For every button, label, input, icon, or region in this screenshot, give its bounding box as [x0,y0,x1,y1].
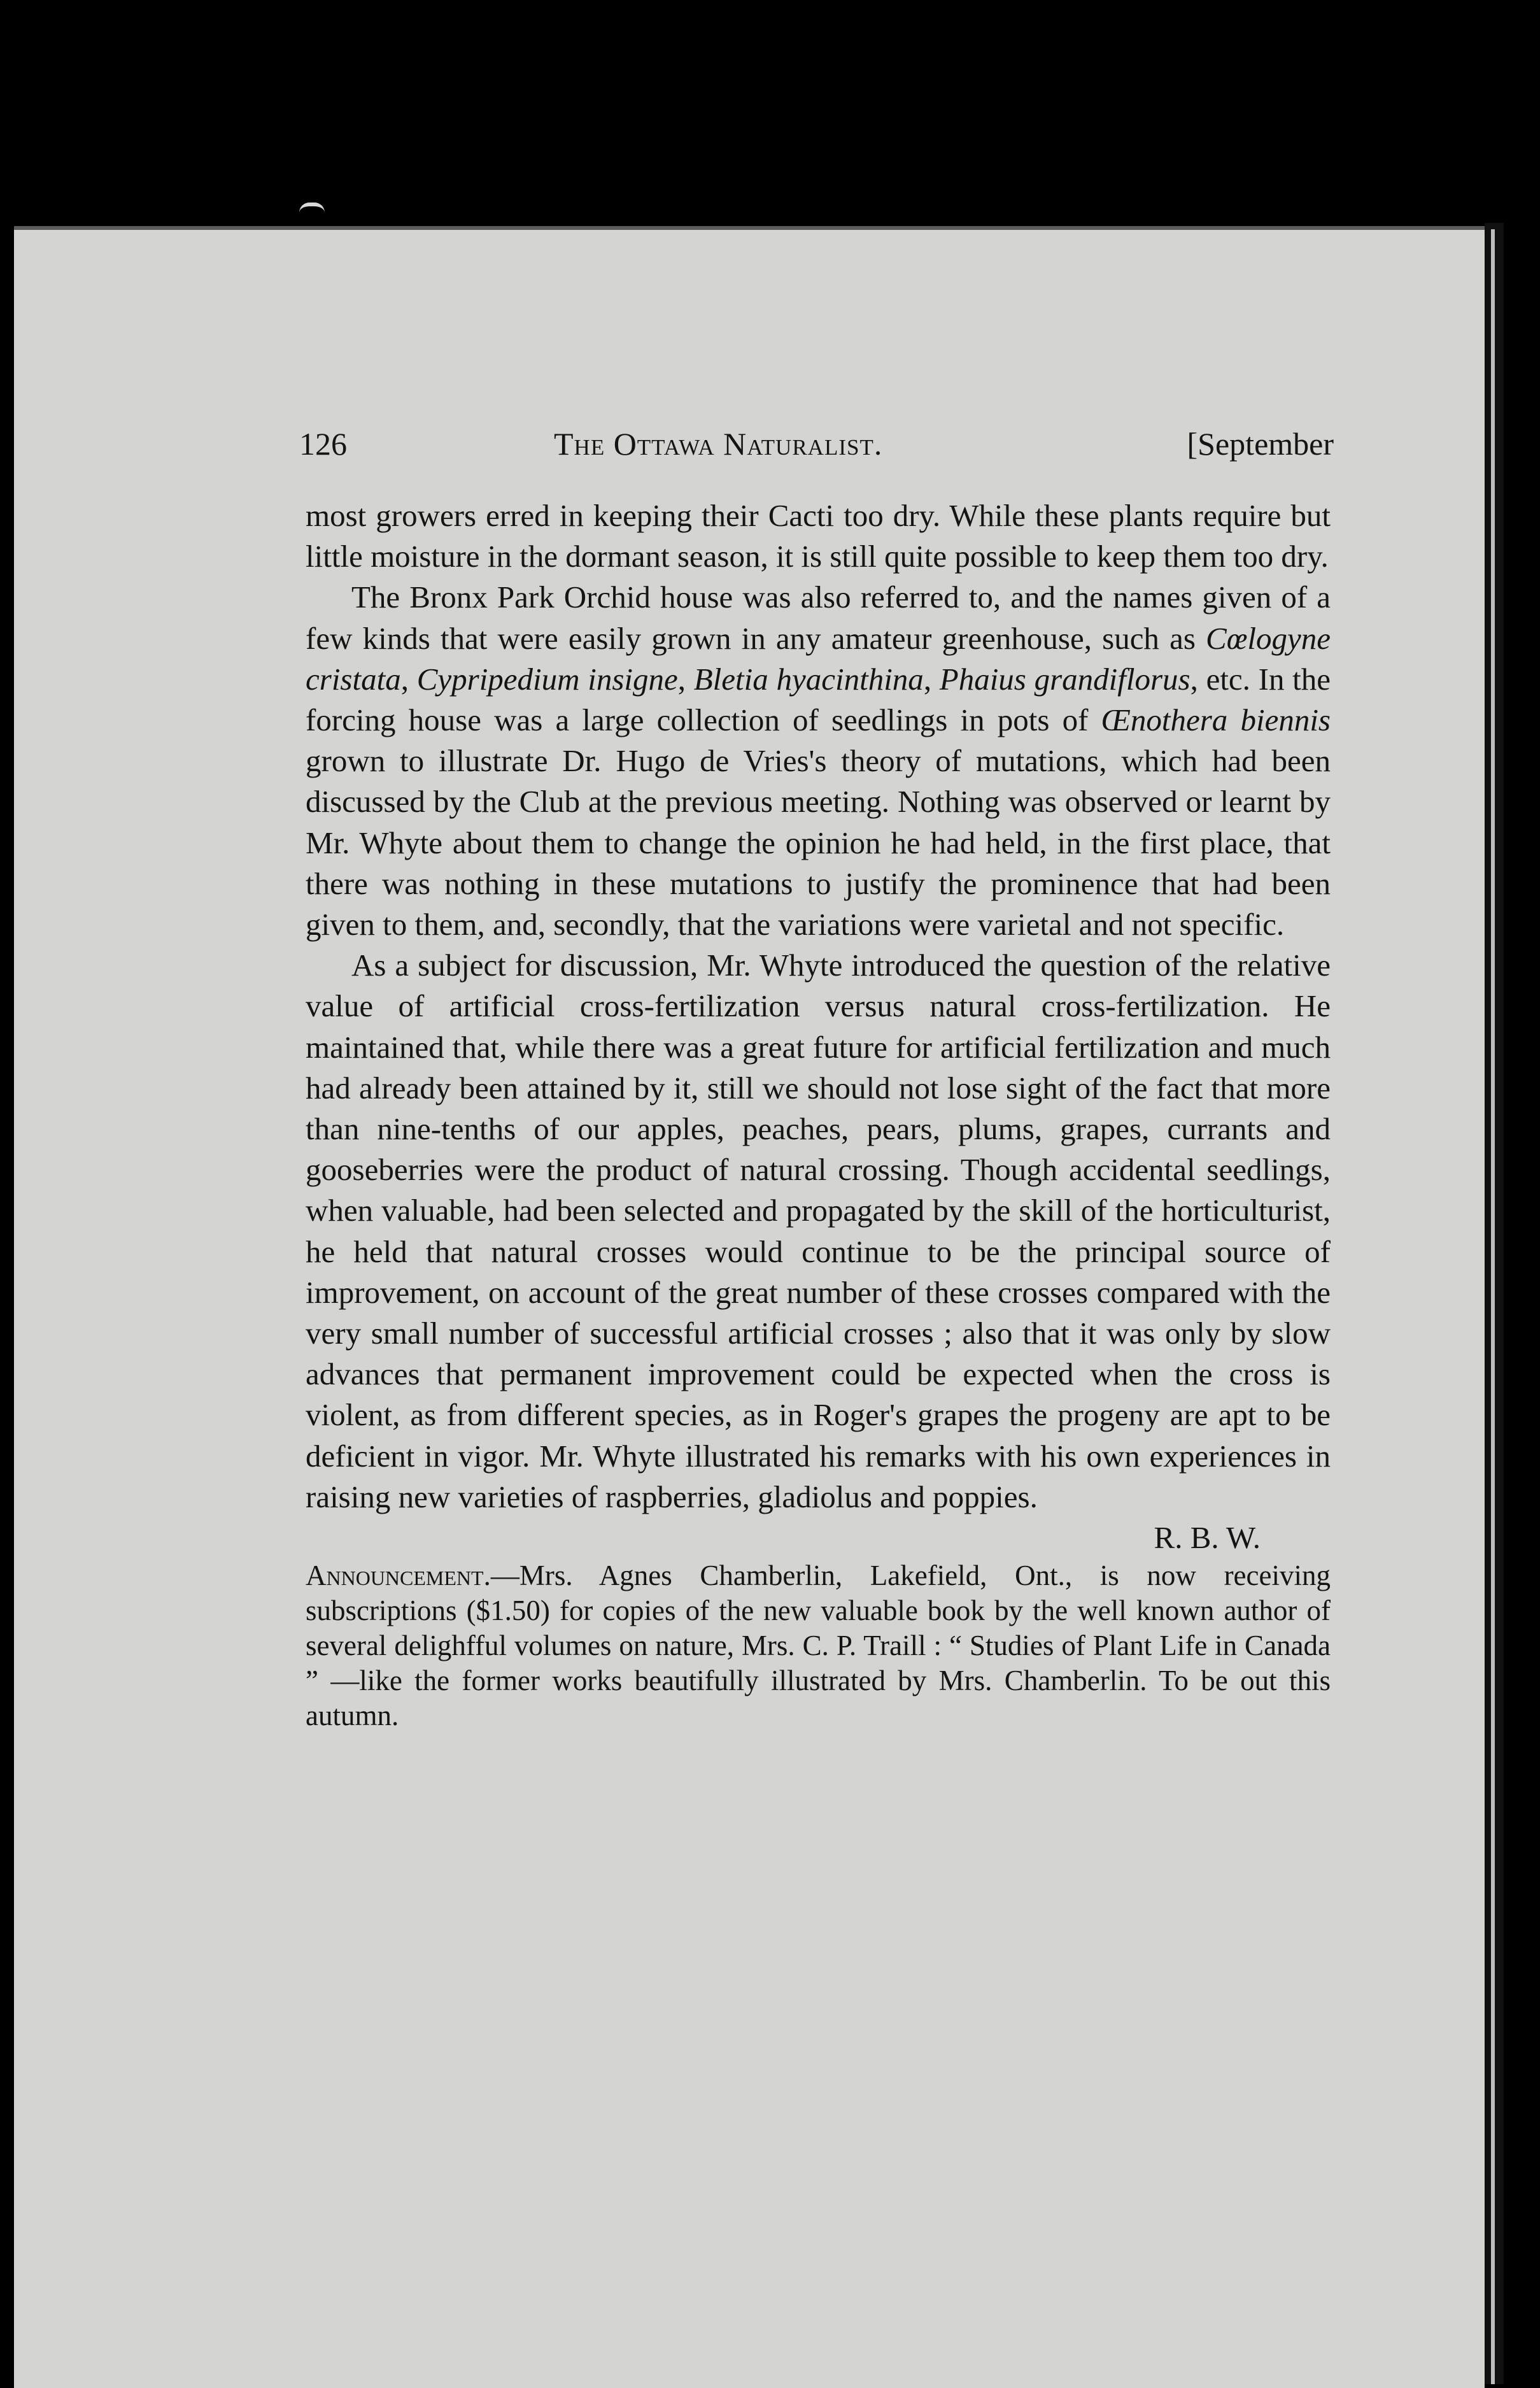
running-header [299,425,1334,470]
announcement-label: Announcement. [306,1560,491,1592]
text-segment: , [677,661,694,697]
text-segment: The Bronx Park Orchid house was also referred to, and the names given of a few kinds that were easily grown in any amateur greenhouse, such as [306,579,1331,656]
species-name: Phaius grandiflorus [939,661,1190,697]
scan-background [1504,217,1540,2384]
page-number: 126 [299,426,347,462]
text-segment: grown to illustrate Dr. Hugo de Vries's theory of mutations, which had been discussed by the Club at the previous meeting. Nothing was observed or learnt by Mr. Whyte about them to change the opinion he had held, in the first place, that there was nothing in these mutations to justify the prominence that had been given to them, and, secondly, that the variations were varietal and not specific. [306,743,1331,942]
adjacent-page-edge [1491,229,1495,2384]
species-name: Cœlogyne cristata [306,620,1331,697]
scan-artifact-mark [299,203,325,213]
text-segment: , [400,661,417,697]
journal-title: The Ottawa Naturalist. [554,426,883,462]
species-name: Œnothera biennis [1101,702,1331,738]
species-name: Bletia hyacinthina [693,661,924,697]
announcement-note [306,1558,1331,1733]
body-paragraph [306,945,1331,1517]
body-paragraph [306,495,1331,577]
body-paragraph [306,577,1331,945]
text-segment: , [923,661,940,697]
article-body [306,495,1331,1733]
author-signature: R. B. W. [1154,1520,1261,1556]
text-segment: , etc. In the forcing house was a large collection of seedlings in pots of [306,661,1331,738]
text-segment: As a subject for discussion, Mr. Whyte introduced the question of the relative value of artificial cross-fertilization versus natural cross-fertilization. He maintained that, while there was a great future for artificial fertilization and much had already been attained by it, still we should not lose sight of the fact that more than nine-tenths of our apples, peaches, pears, plums, grapes, currants and gooseberries were the product of natural crossing. Though accidental seedlings, when valuable, had been selected and propagated by the skill of the horticulturist, he held that natural crosses would continue to be the principal source of improvement, on account of the great number of these crosses compared with the very small number of successful artificial crosses ; also that it was only by slow advances that permanent improvement could be expected when the cross is violent, as from different species, as in Roger's grapes the progeny are apt to be deficient in vigor. Mr. Whyte illustrated his remarks with his own experiences in raising new varieties of raspberries, gladiolus and poppies. [306,948,1331,1514]
announcement-text: —Mrs. Agnes Chamberlin, Lakefield, Ont., is now receiving subscriptions ($1.50) for copies of the new valuable book by the well known author of several delighfful volumes on nature, Mrs. C. P. Traill : “ Studies of Plant Life in Canada ” —like the former works beautifully illustrated by Mrs. Chamberlin. To be out this autumn. [306,1560,1331,1732]
paragraph-container [306,495,1331,1517]
species-name: Cypripedium insigne [416,661,678,697]
issue-month: [September [1187,426,1334,462]
text-segment: most growers erred in keeping their Cacti too dry. While these plants require but little moisture in the dormant season, it is still quite possible to keep them too dry. [306,498,1331,574]
